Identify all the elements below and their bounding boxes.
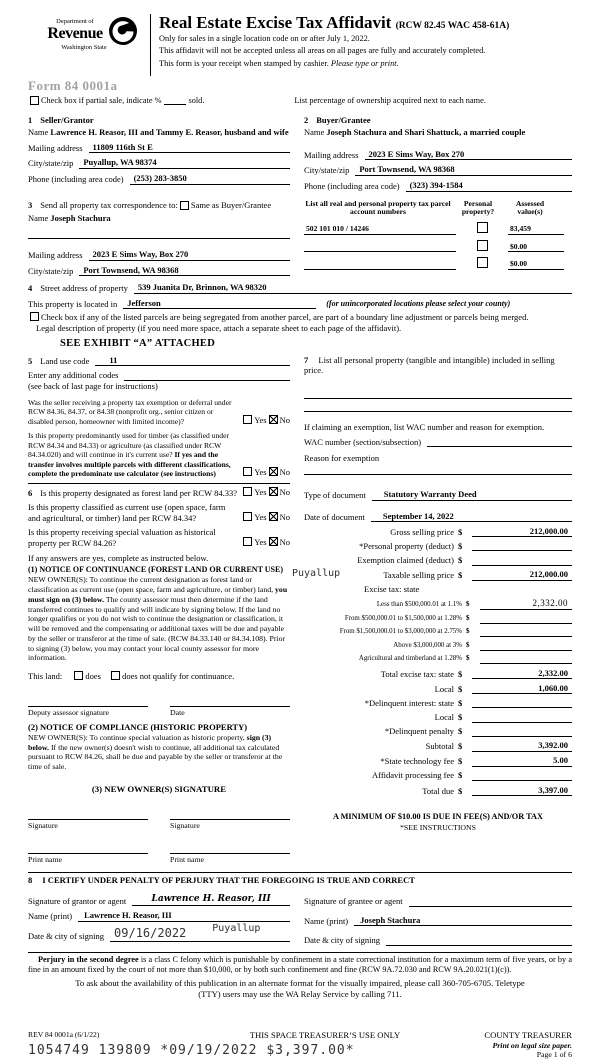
seller-mailing-field[interactable]: 11809 116th St E — [89, 142, 290, 154]
seller-heading: Seller/Grantor — [40, 114, 94, 125]
new-owner-signature-title: (3) NEW OWNER(S) SIGNATURE — [91, 783, 227, 794]
seller-name[interactable]: Lawrence H. Reasor, III and Tammy E. Reasor, husband and wife — [50, 127, 289, 138]
parcel-number-field[interactable] — [304, 242, 456, 252]
certify-heading: 8 I CERTIFY UNDER PENALTY OF PERJURY THAT THE FOREGOING IS TRUE AND CORRECT — [28, 875, 415, 886]
tax-row-total-state: Total excise tax: state $ 2,332.00 — [304, 668, 572, 680]
technology-fee-field[interactable]: 5.00 — [472, 755, 572, 767]
personal-property-checkbox-1[interactable] — [477, 222, 488, 233]
section-3-number: 3 — [28, 199, 33, 210]
assessed-value-field[interactable]: $0.00 — [508, 259, 564, 269]
seller-name-label: Name — [28, 127, 49, 138]
minimum-due-note: A MINIMUM OF $10.00 IS DUE IN FEE(S) AND/OR TAX — [332, 812, 544, 822]
partial-sale-percent-field[interactable] — [164, 96, 186, 105]
notice-compliance-title: (2) NOTICE OF COMPLIANCE (HISTORIC PROPERTY) — [28, 722, 248, 733]
tax-row-delinquent-interest-local: Local $ — [304, 712, 572, 723]
section-personal-property — [304, 355, 572, 376]
grantor-print-name-label: Name (print) — [28, 911, 73, 922]
seller-phone-label: Phone (including area code) — [28, 174, 124, 185]
footer-row-2 — [28, 1041, 572, 1060]
personal-property-label: List all personal property (tangible and intangible) included in selling price. — [304, 354, 555, 376]
correspondence-csz-label: City/state/zip — [28, 265, 74, 276]
land-use-label: Land use code — [40, 355, 90, 366]
wac-number-label: WAC number (section/subsection) — [304, 436, 422, 447]
logo-dept-of: Department of — [56, 18, 94, 25]
parcel-row — [304, 222, 572, 234]
grantor-signature-label: Signature of grantor or agent — [28, 895, 127, 906]
partial-sale-label: Check box if partial sale, indicate % — [41, 96, 162, 106]
forest-yes-checkbox[interactable] — [243, 487, 252, 496]
buyer-name-label: Name — [304, 127, 325, 138]
exemption-claimed-field[interactable] — [472, 556, 572, 566]
segregated-checkbox[interactable] — [30, 312, 39, 321]
street-address-field[interactable]: 539 Juanita Dr, Brinnon, WA 98320 — [134, 282, 422, 294]
city-stamp: Puyallup — [292, 567, 341, 579]
current-use-question: Is this property classified as current use (open space, farm and agricultural, or timber) land per RCW 84.34? Yes No — [28, 502, 290, 523]
page-title: Real Estate Excise Tax Affidavit (RCW 82.45 WAC 458-61A) — [159, 13, 510, 32]
exhibit-attached-note: SEE EXHIBIT “A” ATTACHED — [60, 337, 216, 349]
tax-row-exemption-deduct: Exemption claimed (deduct) $ — [304, 555, 572, 566]
tax-rate-row-4: Above $3,000,000 at 3% $ — [304, 641, 572, 651]
assessor-date-field[interactable] — [170, 696, 290, 706]
assessed-value-header: Assessed value(s) — [515, 198, 545, 217]
grantee-signing-block — [304, 890, 572, 946]
assessed-value-field[interactable]: 83,459 — [508, 224, 564, 234]
grantor-print-name-field[interactable]: Lawrence H. Reasor, III — [78, 910, 290, 922]
tax-row-gross: Gross selling price $ 212,000.00 — [304, 526, 572, 538]
correspondence-mailing-label: Mailing address — [28, 249, 83, 260]
see-instructions-note: *SEE INSTRUCTIONS — [399, 822, 477, 832]
exemption-yes-checkbox[interactable] — [243, 415, 252, 424]
timber-yes-checkbox[interactable] — [243, 467, 252, 476]
excise-tax-heading: Excise tax: state — [364, 583, 420, 594]
grantee-signature-field[interactable] — [409, 897, 572, 907]
seller-mailing-label: Mailing address — [28, 142, 83, 153]
current-use-no-checkbox[interactable] — [269, 512, 278, 521]
total-excise-state-field[interactable]: 2,332.00 — [472, 668, 572, 680]
treasurer-receipt-stamp: 1054749 139809 *09/19/2022 $3,397.00* — [28, 1042, 355, 1058]
section-8-divider — [28, 872, 572, 873]
type-of-document-label: Type of document — [304, 489, 366, 500]
agricultural-amount-field[interactable] — [480, 654, 572, 664]
notice-compliance-body: NEW OWNER(S): To continue special valuation as historic property, sign (3) below. If the new owner(s) doesn't wish to continue, all additional tax calculated pursuant to RCW 84.26, shall be due and payable by the seller or transferor at the time of sale. — [28, 732, 283, 772]
forest-land-question: 6 Is this property designated as forest land per RCW 84.33? Yes No — [28, 486, 290, 498]
personal-property-deduct-field[interactable] — [472, 541, 572, 551]
tax-row-delinquent-interest-state: *Delinquent interest: state $ — [304, 698, 572, 709]
personal-property-header: Personal property? — [461, 198, 495, 217]
buyer-heading: Buyer/Grantee — [316, 114, 371, 125]
same-as-buyer-label: Same as Buyer/Grantee — [190, 199, 272, 210]
tax-row-processing-fee: Affidavit processing fee $ — [304, 770, 572, 781]
delinquent-penalty-field[interactable] — [472, 727, 572, 737]
type-of-document-field[interactable]: Statutory Warranty Deed — [372, 489, 572, 501]
owner-print-name-label[interactable]: Print name — [28, 853, 148, 865]
grantee-print-name-label: Name (print) — [304, 915, 349, 926]
rate-2-amount-field[interactable] — [480, 614, 572, 624]
legal-description-label: Legal description of property (if you need more space, attach a separate sheet to each page of the affidavit). — [36, 323, 402, 334]
logo-state: Washington State — [61, 44, 107, 52]
tax-rate-row-1: Less than $500,000.01 at 1.1% $ 2,332.00 — [304, 598, 572, 610]
perjury-paragraph: Perjury in the second degree is a class C felony which is punishable by confinement in a state correctional institution for a maximum term of five years, or by a fine in an amount fixed by the court of not more than $10,000, or by both such confinement and fine (RCW 9A.72.030 and RCW 9A.20.021(1)(c)). — [28, 954, 572, 975]
does-not-qualify-checkbox[interactable] — [111, 671, 120, 680]
header-note-3: This form is your receipt when stamped by cashier. Please type or print. — [159, 58, 399, 68]
wac-number-field[interactable] — [427, 437, 572, 447]
rate-3-amount-field[interactable] — [480, 627, 572, 637]
header-note-2: This affidavit will not be accepted unless all areas on all pages are fully and accurately completed. — [159, 46, 486, 56]
rcw-reference: (RCW 82.45 WAC 458-61A) — [395, 21, 510, 31]
revenue-swirl-icon — [108, 16, 138, 46]
parcel-row — [304, 257, 572, 269]
tax-rate-row-2: From $500,000.01 to $1,500,000 at 1.28% $ — [304, 614, 572, 624]
does-qualify-checkbox[interactable] — [74, 671, 83, 680]
new-owner-signature-row — [28, 819, 290, 831]
segregated-label: Check box if any of the listed parcels are being segregated from another parcel, are part of a boundary line adjustment or parcels being merged. — [41, 312, 529, 323]
exemption-claim-note: If claiming an exemption, list WAC number and reason for exemption. — [304, 422, 545, 433]
section-7-number: 7 — [304, 354, 309, 365]
section-property — [28, 282, 572, 350]
buyer-phone-label: Phone (including area code) — [304, 181, 400, 192]
parcel-number-field[interactable] — [304, 260, 456, 270]
tty-note-line2: (TTY) users may use the WA Relay Service by calling 711. — [198, 989, 402, 1000]
parcel-number-field[interactable]: 502 101 010 / 14246 — [304, 224, 456, 234]
section-8-number: 8 — [28, 875, 33, 886]
historical-question: Is this property receiving special valuation as historical property per RCW 84.26? Yes No — [28, 527, 290, 549]
grantee-date-city-label: Date & city of signing — [304, 935, 381, 946]
located-in-label: This property is located in — [28, 298, 118, 309]
processing-fee-field[interactable] — [472, 771, 572, 781]
taxable-selling-price-field[interactable]: 212,000.00 — [472, 569, 572, 581]
correspondence-blank-line[interactable] — [28, 238, 290, 239]
this-land-row: This land: does does not qualify for continuance. — [28, 670, 235, 681]
correspondence-name-label: Name — [28, 213, 49, 224]
perjury-divider — [28, 952, 572, 953]
section-seller — [28, 115, 290, 192]
header — [28, 10, 572, 76]
tax-row-delinquent-penalty: *Delinquent penalty $ — [304, 726, 572, 737]
tax-row-total-due: Total due $ 3,397.00 — [304, 785, 572, 797]
section-6-divider — [28, 483, 290, 484]
parcel-column-header: List all real and personal property tax parcel account numbers — [305, 198, 451, 217]
tax-row-technology-fee: *State technology fee $ 5.00 — [304, 755, 572, 767]
timber-no-checkbox[interactable] — [269, 467, 278, 476]
section-1-number: 1 — [28, 114, 33, 125]
current-use-yes-checkbox[interactable] — [243, 512, 252, 521]
additional-codes-field[interactable] — [124, 371, 290, 381]
footer — [28, 1030, 572, 1041]
delinquent-interest-local-field[interactable] — [472, 713, 572, 723]
owner-signature-label[interactable]: Signature — [170, 819, 290, 831]
same-as-buyer-checkbox[interactable] — [180, 201, 189, 210]
if-yes-note: If any answers are yes, complete as instructed below. — [28, 552, 209, 563]
grantor-signing-block — [28, 890, 290, 946]
assessed-value-field[interactable]: $0.00 — [508, 242, 564, 252]
county-note: (for unincorporated locations please select your county) — [326, 299, 511, 309]
reason-exemption-label: Reason for exemption — [304, 453, 380, 464]
reason-exemption-line[interactable] — [304, 474, 572, 475]
tax-row-personal-deduct: *Personal property (deduct) $ — [304, 541, 572, 552]
tax-row-taxable: Taxable selling price $ 212,000.00 — [304, 569, 572, 581]
street-address-line — [422, 293, 572, 294]
grantor-date-city-field[interactable] — [110, 923, 290, 942]
date-of-document-field[interactable]: September 14, 2022 — [371, 511, 572, 523]
section-land-use — [28, 355, 290, 367]
grantee-date-city-field[interactable] — [386, 936, 572, 946]
personal-property-line-2[interactable] — [304, 411, 572, 412]
owner-signature-label[interactable]: Signature — [28, 819, 148, 831]
county-treasurer-label: COUNTY TREASURER — [484, 1029, 572, 1040]
buyer-phone-field[interactable]: (323) 394-1584 — [406, 180, 572, 192]
local-tax-field[interactable]: 1,060.00 — [472, 683, 572, 695]
header-note-1: Only for sales in a single location code on or after July 1, 2022. — [159, 33, 370, 43]
notice-continuance-body: NEW OWNER(S): To continue the current designation as forest land or classification as current use (open space, farm and agriculture, or timber) land, you must sign on (3) below. The county assessor must then determine if the land transferred continues to qualify and will indicate by signing below. If the land no longer qualifies or you do not wish to continue the designation or classification, it will be removed and the compensating or additional taxes will be due and payable by the seller or transferor at the time of sale. (RCW 84.33.140 or 84.34.108). Prior to signing (3) below, you may contact your local county assessor for more information. — [28, 575, 288, 663]
seller-phone-field[interactable]: (253) 283-3850 — [130, 173, 290, 185]
section-correspondence — [28, 200, 290, 277]
buyer-mailing-field[interactable]: 2023 E Sims Way, Box 270 — [365, 149, 572, 161]
timber-question: Is this property predominantly used for timber (as classified under RCW 84.34 and 84.33) or agriculture (as classified under RCW 84.34.020) and will continue in it's current use? If yes and the transfer involves multiple parcels with different classifications, complete the predominate use calculator (see instructions) Yes No — [28, 431, 290, 479]
tax-rate-row-agricultural: Agricultural and timberland at 1.28% $ — [304, 654, 572, 664]
parcel-table — [304, 200, 572, 277]
exemption-question: Was the seller receiving a property tax exemption or deferral under RCW 84.36, 84.37, or 84.38 (nonprofit org., senior citizen or disabled person, homeowner with limited income)? Yes No — [28, 397, 290, 426]
rate-1-amount-field[interactable]: 2,332.00 — [480, 598, 572, 610]
grantee-print-name-field[interactable]: Joseph Stachura — [354, 915, 572, 927]
historical-yes-checkbox[interactable] — [243, 537, 252, 546]
owner-print-name-label[interactable]: Print name — [170, 853, 290, 865]
section-5-number: 5 — [28, 355, 33, 366]
partial-sale-row — [28, 96, 572, 106]
header-divider — [150, 14, 151, 76]
tax-rate-row-3: From $1,500,000.01 to $3,000,000 at 2.75% $ — [304, 627, 572, 637]
section-2-number: 2 — [304, 114, 309, 125]
subtotal-field[interactable]: 3,392.00 — [472, 740, 572, 752]
personal-property-checkbox-2[interactable] — [477, 240, 488, 251]
historical-no-checkbox[interactable] — [269, 537, 278, 546]
county-field[interactable]: Jefferson — [123, 298, 316, 310]
land-use-code-field[interactable]: 11 — [95, 355, 290, 367]
buyer-csz-field[interactable]: Port Townsend, WA 98368 — [355, 164, 572, 176]
personal-property-checkbox-3[interactable] — [477, 257, 488, 268]
buyer-name[interactable]: Joseph Stachura and Shari Shattuck, a married couple — [326, 127, 526, 138]
rev-number: REV 84 0001a (6/1/22) — [28, 1029, 100, 1039]
grantor-date-stamp: 09/16/2022 — [114, 925, 187, 940]
ownership-note: List percentage of ownership acquired next to each name. — [294, 96, 486, 106]
rate-4-amount-field[interactable] — [480, 641, 572, 651]
assessor-signature-row — [28, 696, 290, 718]
street-address-label: Street address of property — [40, 283, 128, 294]
total-due-field[interactable]: 3,397.00 — [472, 785, 572, 797]
notice-continuance-title: (1) NOTICE OF CONTINUANCE (FOREST LAND OR CURRENT USE) — [28, 565, 283, 575]
section-buyer — [304, 115, 572, 192]
buyer-mailing-label: Mailing address — [304, 149, 359, 160]
see-back-note: (see back of last page for instructions) — [28, 381, 158, 392]
page-number: Page 1 of 6 — [536, 1050, 572, 1060]
personal-property-line-1[interactable] — [304, 398, 572, 399]
gross-selling-price-field[interactable]: 212,000.00 — [472, 526, 572, 538]
new-owner-print-row — [28, 853, 290, 865]
section-4-number: 4 — [28, 283, 33, 294]
seller-csz-label: City/state/zip — [28, 158, 74, 169]
forest-no-checkbox[interactable] — [269, 487, 278, 496]
additional-codes-label: Enter any additional codes — [28, 370, 119, 381]
form-number: Form 84 0001a — [28, 78, 118, 93]
buyer-csz-label: City/state/zip — [304, 165, 350, 176]
correspondence-name[interactable]: Joseph Stachura — [50, 213, 111, 224]
correspondence-csz-field[interactable]: Port Townsend, WA 98368 — [79, 265, 290, 277]
grantor-date-city-label: Date & city of signing — [28, 931, 105, 942]
tax-row-local: Local $ 1,060.00 — [304, 683, 572, 695]
partial-sale-checkbox[interactable] — [30, 96, 39, 105]
tty-note-line1: To ask about the availability of this publication in an alternate format for the visually impaired, please call 360-705-6705. Teletype — [75, 978, 525, 989]
assessor-date-label: Date — [170, 706, 290, 718]
grantor-signature-field[interactable]: Lawrence H. Reasor, III — [132, 894, 290, 906]
parcel-row — [304, 240, 572, 252]
tax-row-subtotal: Subtotal $ 3,392.00 — [304, 740, 572, 752]
treasurer-use-note: THIS SPACE TREASURER’S USE ONLY — [249, 1029, 401, 1040]
correspondence-label: Send all property tax correspondence to: — [40, 199, 178, 210]
section-6-number: 6 — [28, 487, 33, 498]
deputy-assessor-signature-field[interactable] — [28, 696, 148, 706]
date-of-document-label: Date of document — [304, 511, 365, 522]
seller-csz-field[interactable]: Puyallup, WA 98374 — [79, 157, 290, 169]
correspondence-mailing-field[interactable]: 2023 E Sims Way, Box 270 — [89, 249, 290, 261]
deputy-assessor-label: Deputy assessor signature — [28, 706, 148, 718]
exemption-no-checkbox[interactable] — [269, 415, 278, 424]
partial-sale-sold-label: sold. — [188, 96, 205, 106]
logo-revenue: Revenue — [47, 25, 103, 43]
revenue-logo — [28, 10, 140, 52]
grantor-city-stamp: Puyallup — [212, 923, 261, 935]
grantee-signature-label: Signature of grantee or agent — [304, 895, 403, 906]
delinquent-interest-state-field[interactable] — [472, 698, 572, 708]
print-legal-size-note: Print on legal size paper. — [492, 1040, 572, 1050]
